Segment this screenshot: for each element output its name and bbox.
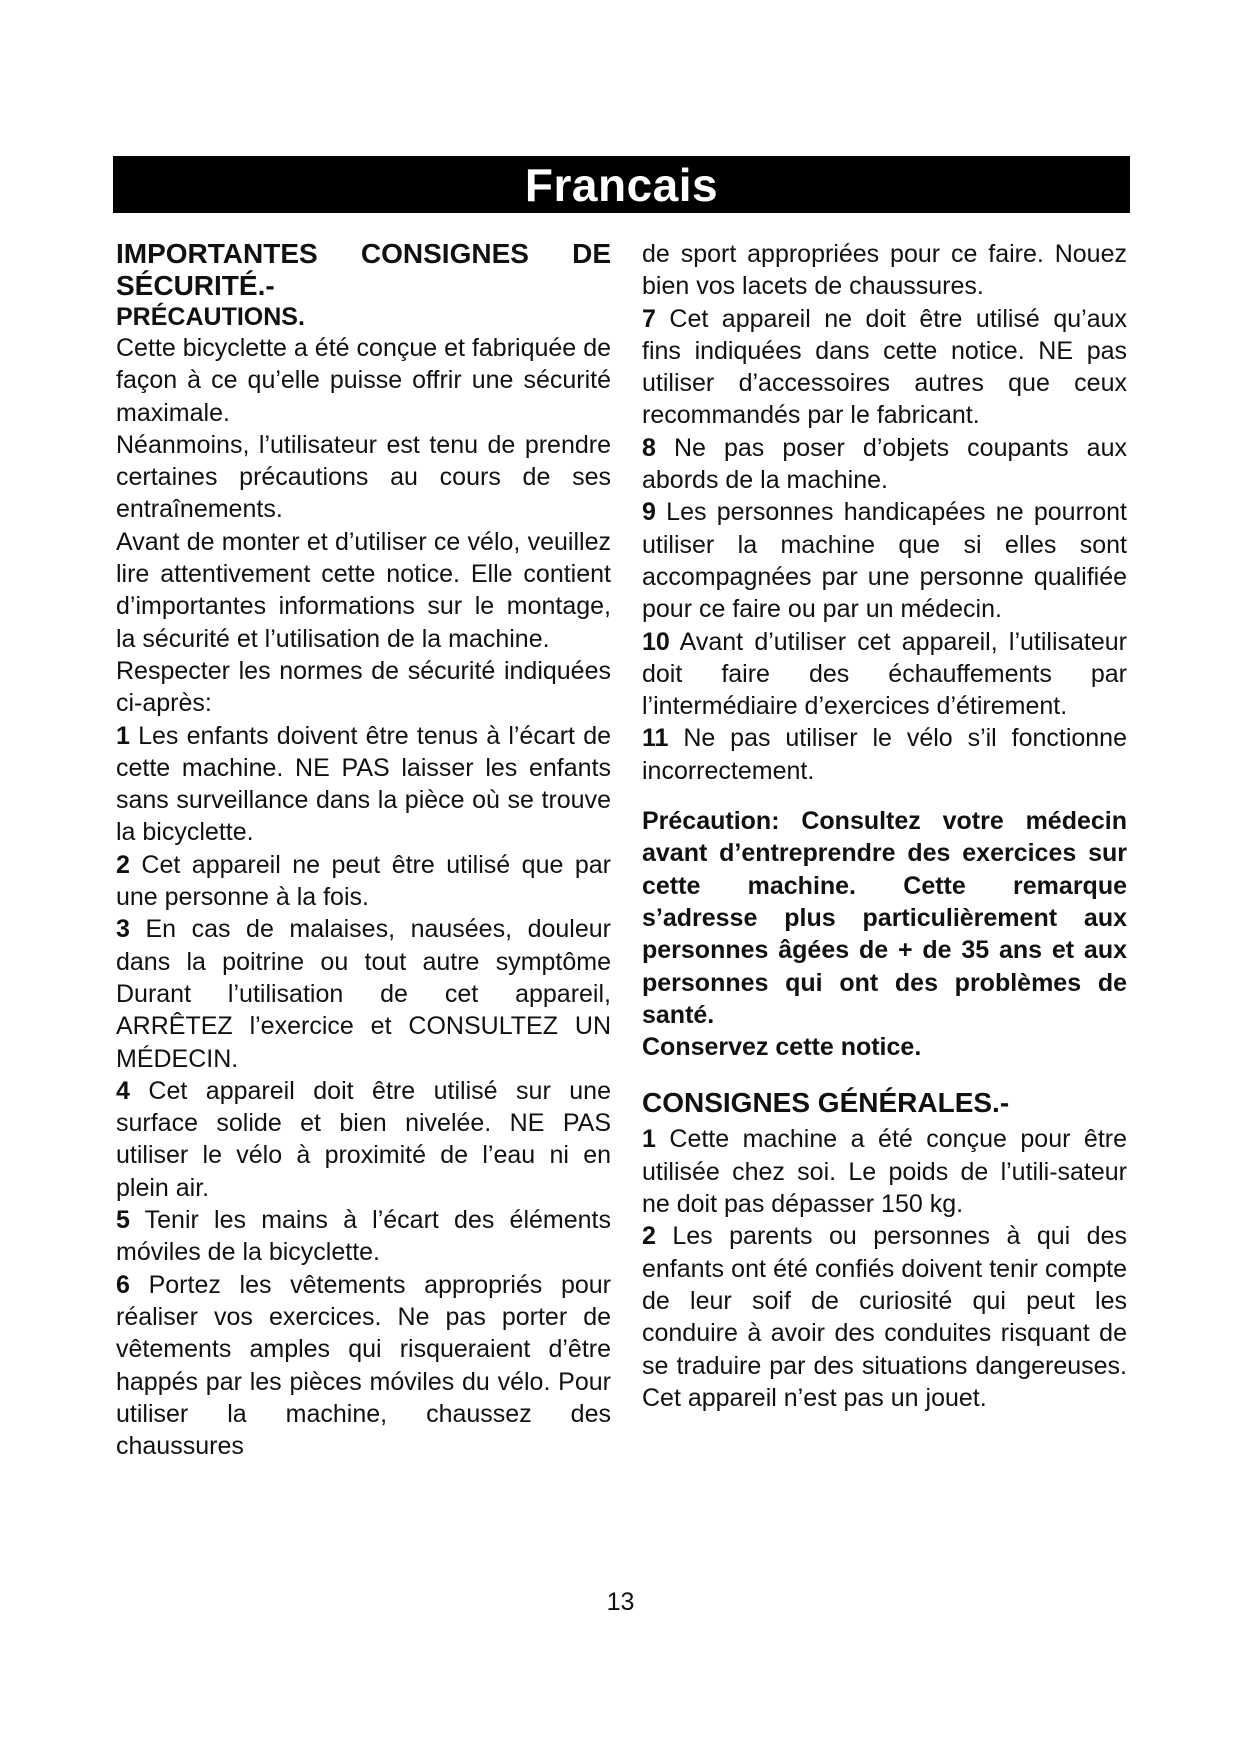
item-text: Tenir les mains à l’écart des éléments móviles de la bicyclette. [116, 1206, 611, 1267]
item-number: 2 [116, 850, 130, 879]
left-column [116, 238, 611, 1462]
page-number: 13 [606, 1588, 635, 1616]
precautions-subheading: PRÉCAUTIONS. [116, 303, 305, 331]
item-text: Ne pas utiliser le vélo s’il fonctionne incorrectement. [642, 724, 1127, 785]
list-item [116, 1075, 611, 1204]
right-column [642, 238, 1127, 1414]
keep-notice: Conservez cette notice. [642, 1033, 922, 1062]
item-text: En cas de malaises, nausées, douleur dans la poitrine ou tout autre symptôme Durant l’utilisation de cet appareil, ARRÊTEZ l’exercice et CONSULTEZ UN MÉDECIN. [116, 915, 611, 1073]
item-number: 2 [642, 1222, 656, 1251]
list-item [642, 1123, 1127, 1220]
intro-paragraph-1: Cette bicyclette a été conçue et fabriquée de façon à ce qu’elle puisse offrir une sécurité maximale. [116, 334, 611, 427]
list-item [642, 303, 1127, 432]
item-text: Cette machine a été conçue pour être utilisée chez soi. Le poids de l’utili-sateur ne doit pas dépasser 150 kg. [642, 1125, 1127, 1219]
item-number: 3 [116, 915, 130, 944]
list-item [116, 1204, 611, 1269]
item-text: Portez les vêtements appropriés pour réaliser vos exercices. Ne pas porter de vêtements amples qui risqueraient d’être happés par les pièces móviles du vélo. Pour utiliser la machine, chaussez des chaussures [116, 1270, 611, 1461]
item-text: Cet appareil ne peut être utilisé que par une personne à la fois. [116, 850, 612, 912]
caution-notice: Précaution: Consultez votre médecin avant d’entreprendre des exercices sur cette machine. Cette remarque s’adresse plus particulièrement aux personnes âgées de + de 35 ans et aux personnes qui ont des problèmes de santé. [642, 807, 1127, 1029]
list-item [642, 496, 1127, 625]
language-banner [113, 156, 1130, 213]
item-text: Les enfants doivent être tenus à l’écart de cette machine. NE PAS laisser les enfants sans surveillance dans la pièce où se trouve la bicyclette. [116, 721, 612, 847]
list-item [642, 626, 1127, 723]
list-item [642, 1220, 1127, 1414]
intro-paragraph-4: Respecter les normes de sécurité indiquées ci-après: [116, 656, 611, 718]
item-number: 11 [642, 724, 669, 753]
list-item [116, 720, 611, 849]
item-number: 4 [116, 1076, 130, 1105]
item-number: 1 [642, 1125, 656, 1154]
intro-paragraph-3: Avant de monter et d’utiliser ce vélo, veuillez lire attentivement cette notice. Elle contient d’importantes informations sur le montage, la sécurité et l’utilisation de la machine. [116, 527, 611, 653]
list-item [116, 1269, 611, 1463]
item-number: 10 [642, 627, 670, 656]
continuation-text: de sport appropriées pour ce faire. Nouez bien vos lacets de chaussures. [642, 240, 1127, 301]
general-heading: CONSIGNES GÉNÉRALES.- [642, 1087, 1010, 1119]
item-number: 9 [642, 498, 656, 527]
list-item [116, 913, 611, 1074]
item-number: 5 [116, 1206, 130, 1235]
item-text: Les parents ou personnes à qui des enfants ont été confiés doivent tenir compte de leur soif de curiosité qui peut les conduire à avoir des conduites risquant de se traduire par des situations dangereuses. Cet appareil n’est pas un jouet. [642, 1222, 1127, 1412]
banner-title: Francais [524, 158, 719, 211]
list-item [116, 849, 611, 914]
item-text: Cet appareil ne doit être utilisé qu’aux fins indiquées dans cette notice. NE pas utiliser d’accessoires autres que ceux recommandés par le fabricant. [642, 304, 1127, 430]
item-text: Ne pas poser d’objets coupants aux abords de la machine. [642, 433, 1127, 495]
item-number: 6 [116, 1270, 130, 1299]
item-number: 8 [642, 433, 656, 462]
item-number: 1 [116, 721, 130, 750]
item-text: Les personnes handicapées ne pourront utiliser la machine que si elles sont accompagnées par une personne qualifiée pour ce faire ou par un médecin. [642, 498, 1127, 624]
safety-heading: IMPORTANTES CONSIGNES DE SÉCURITÉ.- [116, 238, 611, 301]
item-text: Cet appareil doit être utilisé sur une surface solide et bien nivelée. NE PAS utiliser le vélo à proximité de l’eau ni en plein air. [116, 1076, 611, 1202]
item-text: Avant d’utiliser cet appareil, l’utilisateur doit faire des échauffements par l’intermédiaire d’exercices d’étirement. [642, 627, 1127, 721]
intro-paragraph-2: Néanmoins, l’utilisateur est tenu de prendre certaines précautions au cours de ses entraînements. [116, 430, 611, 524]
list-item [642, 722, 1127, 787]
item-number: 7 [642, 304, 656, 333]
list-item [642, 432, 1127, 497]
